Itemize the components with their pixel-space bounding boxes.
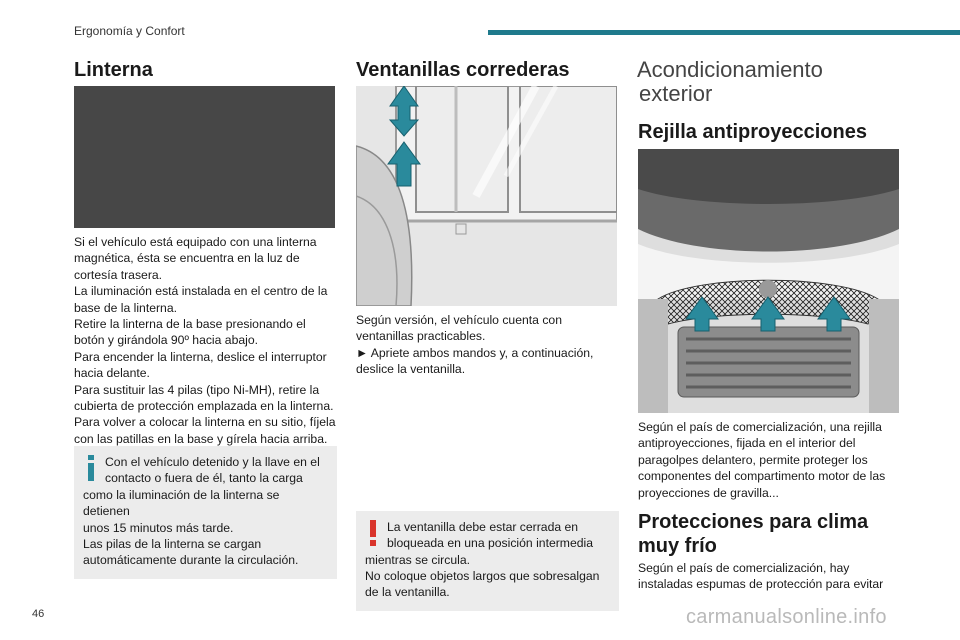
text-line: Según el país de comercialización, una rejilla (638, 420, 882, 434)
text-line: instaladas espumas de protección para evitar (638, 577, 884, 592)
text-line: ► Apriete ambos mandos y, a continuación, (356, 345, 594, 360)
linterna-info-note (74, 446, 337, 579)
section-title-ventanillas: Ventanillas correderas (356, 59, 570, 81)
ventanillas-paragraph (356, 312, 618, 378)
text-line: Retire la linterna de la base presionando el (74, 317, 306, 332)
column-linterna (74, 58, 336, 82)
text-line: Según versión, el vehículo cuenta con (356, 313, 562, 327)
text-line: proyecciones de gravilla... (638, 485, 779, 500)
column-acondicionamiento (637, 58, 917, 106)
text-line: como la iluminación de la linterna se detienen (83, 487, 280, 519)
header-accent-bar (488, 30, 960, 35)
text-line: deslice la ventanilla. (356, 362, 466, 377)
sliding-window-illustration (356, 86, 617, 306)
rejilla-text (638, 419, 908, 501)
text-line: antiproyecciones, fijada en el interior del (638, 436, 856, 451)
text-line: Las pilas de la linterna se cargan (83, 537, 262, 552)
linterna-paragraph (74, 234, 339, 447)
section-title-linterna: Linterna (74, 59, 153, 81)
column-ventanillas (356, 58, 618, 82)
text-line: componentes del compartimento motor de las (638, 469, 886, 484)
page-number: 46 (32, 608, 45, 620)
chapter-title-acondicionamiento: Acondicionamiento exterior (637, 57, 823, 106)
warning-icon (366, 520, 380, 546)
ventanillas-warning-note (356, 511, 619, 611)
text-line: de la ventanilla. (365, 585, 450, 600)
text-line: magnética, ésta se encuentra en la luz de (74, 251, 300, 266)
rejilla-heading (638, 120, 918, 144)
linterna-illustration (74, 86, 335, 228)
ventanillas-text (356, 312, 618, 378)
section-title-protecciones: Protecciones para clima muy frío (638, 511, 869, 557)
protecciones-paragraph (638, 560, 908, 593)
linterna-text (74, 234, 339, 447)
text-line: La ventanilla debe estar cerrada en (387, 519, 579, 534)
brand-emblem (759, 280, 777, 298)
text-line: cubierta de protección emplazada en la linterna. (74, 399, 334, 414)
text-line: Si el vehículo está equipado con una linterna (74, 235, 317, 249)
protecciones-heading (638, 510, 918, 558)
section-title-rejilla: Rejilla antiproyecciones (638, 121, 867, 143)
text-line: Con el vehículo detenido y la llave en el (105, 455, 320, 469)
text-line: cortesía trasera. (74, 267, 163, 282)
text-line: paragolpes delantero, permite proteger los (638, 452, 868, 467)
text-line: Para encender la linterna, deslice el interruptor (74, 349, 327, 364)
text-line: No coloque objetos largos que sobresalgan (365, 569, 600, 584)
info-icon (84, 455, 98, 481)
text-line: base de la linterna. (74, 300, 177, 315)
text-line: botón y girándola 90º hacia abajo. (74, 333, 259, 348)
text-line: La iluminación está instalada en el centro de la (74, 284, 328, 299)
running-header: Ergonomía y Confort (74, 24, 185, 38)
rejilla-paragraph (638, 419, 908, 501)
text-line: con las patillas en la base y gírela hacia arriba. (74, 431, 328, 446)
text-line: Según el país de comercialización, hay (638, 561, 850, 575)
watermark: carmanualsonline.info (686, 606, 887, 628)
text-line: Para sustituir las 4 pilas (tipo Ni-MH), retire la (74, 382, 320, 397)
text-line: unos 15 minutos más tarde. (83, 520, 234, 535)
text-line: bloqueada en una posición intermedia (387, 536, 593, 551)
text-line: automáticamente durante la circulación. (83, 553, 299, 568)
linterna-note-text (83, 454, 328, 569)
text-line: contacto o fuera de él, tanto la carga (105, 471, 303, 486)
front-grille-illustration (638, 149, 899, 413)
text-line: Para volver a colocar la linterna en su sitio, fíjela (74, 415, 336, 430)
ventanillas-warning-text (365, 519, 610, 601)
protecciones-text (638, 560, 908, 593)
text-line: ventanillas practicables. (356, 329, 486, 344)
text-line: hacia delante. (74, 366, 150, 381)
text-line: mientras se circula. (365, 552, 470, 567)
